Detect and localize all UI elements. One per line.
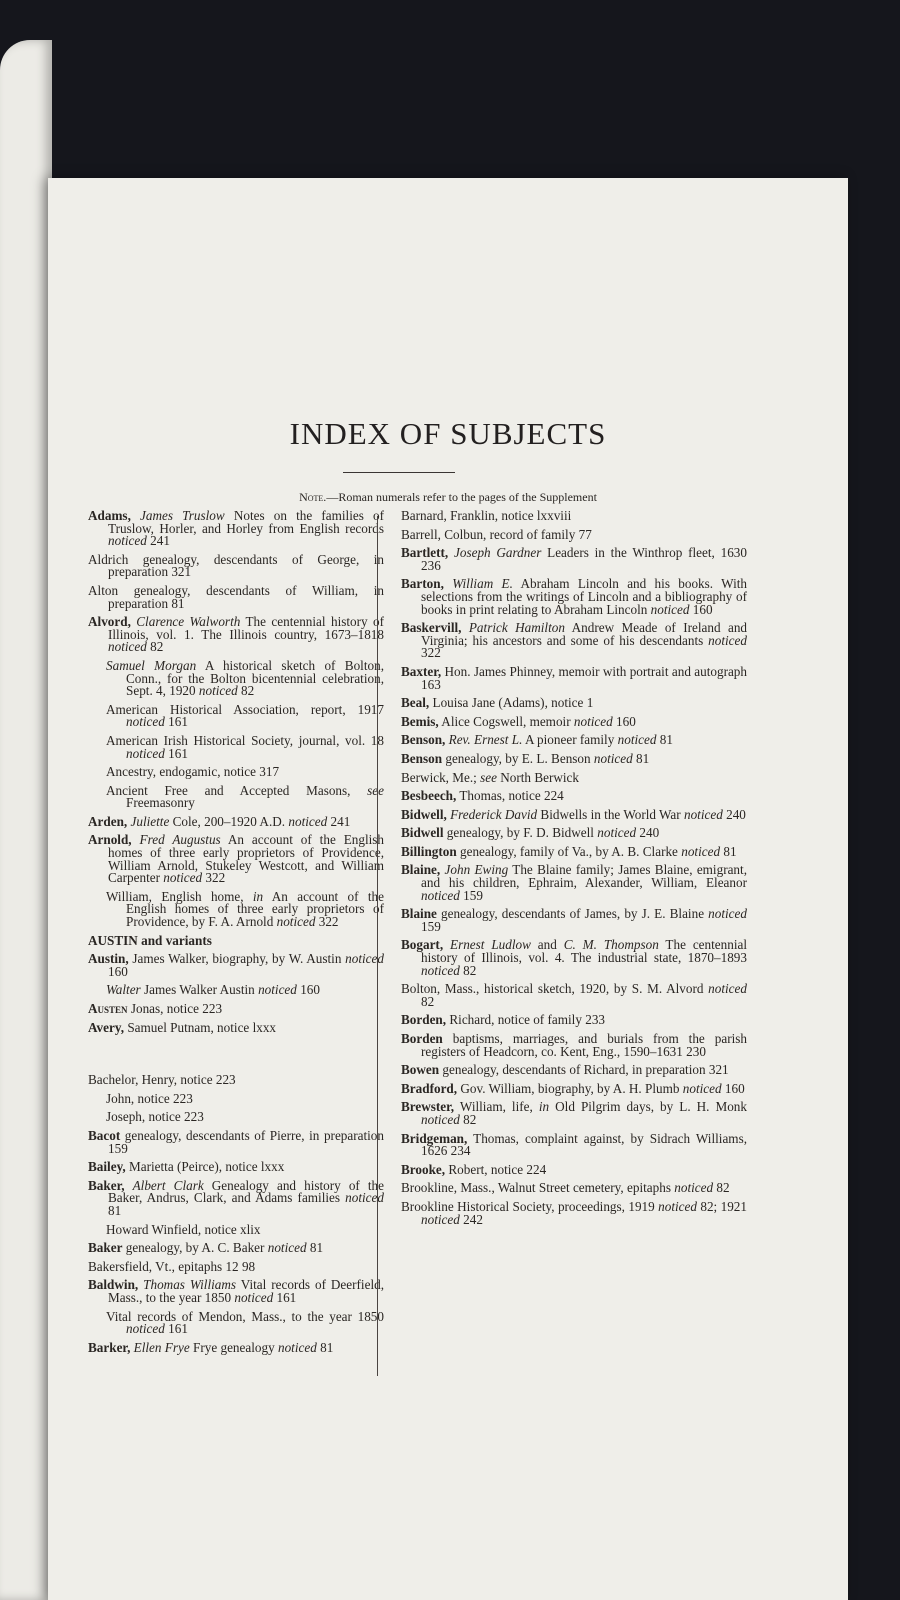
entry-italic: Joseph Gardner xyxy=(454,545,542,561)
index-entry: Barton, William E. Abraham Lincoln and his books. With selections from the writings of Lincoln and a bibliography of books in print relating to Abraham Lincoln noticed 160 xyxy=(401,576,747,617)
entry-italic: Frederick David xyxy=(450,806,538,822)
index-entry: Avery, Samuel Putnam, notice lxxx xyxy=(88,1019,277,1035)
entry-italic: noticed xyxy=(234,1289,274,1305)
index-column-right xyxy=(401,510,747,1232)
entry-italic: noticed xyxy=(198,683,238,699)
index-entry: Walter James Walker Austin noticed 160 xyxy=(106,982,320,998)
index-entry: Blaine, John Ewing The Blaine family; James Blaine, emigrant, and his children, Ephraim, Alexander, William, Eleanor noticed 159 xyxy=(401,862,747,903)
entry-heading: Blaine xyxy=(401,906,437,922)
note-label: Note. xyxy=(299,490,327,504)
index-entry: Baker genealogy, by A. C. Baker noticed 81 xyxy=(88,1240,324,1256)
entry-italic: Thomas Williams xyxy=(143,1277,237,1293)
index-entry: Bailey, Marietta (Peirce), notice lxxx xyxy=(88,1159,285,1175)
index-entry: Alton genealogy, descendants of William, in preparation 81 xyxy=(88,582,384,611)
entry-italic: Clarence Walworth xyxy=(136,614,241,630)
entry-heading: Baker xyxy=(88,1240,123,1256)
entry-italic: noticed xyxy=(674,1180,714,1196)
entry-italic: James Truslow xyxy=(140,508,225,523)
entry-italic: noticed xyxy=(597,825,637,841)
entry-italic: John Ewing xyxy=(444,862,509,878)
index-entry: Bridgeman, Thomas, complaint against, by Sidrach Williams, 1626 234 xyxy=(401,1130,747,1159)
entry-italic: see xyxy=(480,769,497,785)
entry-italic: noticed xyxy=(108,533,147,549)
entry-italic: C. M. Thompson xyxy=(563,937,659,953)
index-entry: Baxter, Hon. James Phinney, memoir with portrait and autograph 163 xyxy=(401,663,747,692)
entry-italic: Fred Augustus xyxy=(139,832,221,848)
entry-heading: Blaine, xyxy=(401,862,441,878)
entry-heading: Bidwell, xyxy=(401,806,447,822)
entry-italic: noticed xyxy=(617,732,657,748)
entry-italic: noticed xyxy=(421,962,460,978)
index-entry: Blaine genealogy, descendants of James, by J. E. Blaine noticed 159 xyxy=(401,906,747,934)
entry-heading: Avery, xyxy=(88,1019,125,1035)
entry-heading: Barton, xyxy=(401,576,444,592)
entry-italic: noticed xyxy=(573,713,613,729)
index-entry: Adams, James Truslow Notes on the families of Truslow, Horler, and Horley from English records noticed 241 xyxy=(88,508,385,549)
entry-heading: Billington xyxy=(401,843,457,859)
index-entry: Bakersfield, Vt., epitaphs 12 98 xyxy=(88,1258,256,1274)
index-entry: Howard Winfield, notice xlix xyxy=(106,1221,261,1237)
entry-heading: Benson, xyxy=(401,732,446,748)
index-entry: Ancestry, endogamic, notice 317 xyxy=(106,764,280,780)
entry-heading: Bacot xyxy=(88,1127,121,1143)
index-entry: John, notice 223 xyxy=(106,1090,193,1106)
entry-heading: Arden, xyxy=(88,813,128,829)
index-entry: Bidwell, Frederick David Bidwells in the World War noticed 240 xyxy=(401,806,746,822)
entry-italic: Juliette xyxy=(130,813,170,829)
entry-italic: noticed xyxy=(345,951,384,967)
entry-italic: noticed xyxy=(421,1111,460,1127)
entry-heading: AUSTIN and variants xyxy=(88,932,212,948)
entry-italic: see xyxy=(367,782,384,798)
index-column-left xyxy=(88,510,384,1360)
index-entry: Barker, Ellen Frye Frye genealogy noticed 81 xyxy=(88,1339,334,1355)
entry-heading: Alvord, xyxy=(88,614,131,630)
entry-italic: Rev. Ernest L. xyxy=(448,732,523,748)
index-entry: Bidwell genealogy, by F. D. Bidwell noticed 240 xyxy=(401,825,660,841)
index-entry: Bolton, Mass., historical sketch, 1920, by S. M. Alvord noticed 82 xyxy=(401,981,747,1009)
entry-heading: Besbeech, xyxy=(401,788,457,804)
entry-heading: Baskervill, xyxy=(401,620,462,636)
index-entry: Brookline, Mass., Walnut Street cemetery, epitaphs noticed 82 xyxy=(401,1180,730,1196)
index-entry: Berwick, Me.; see North Berwick xyxy=(401,769,579,785)
index-entry: Benson, Rev. Ernest L. A pioneer family noticed 81 xyxy=(401,732,673,748)
index-entry: Bacot genealogy, descendants of Pierre, in preparation 159 xyxy=(88,1127,384,1156)
entry-heading: Brooke, xyxy=(401,1161,446,1177)
entry-heading: Austin, xyxy=(88,951,129,967)
entry-italic: noticed xyxy=(593,750,633,766)
entry-italic: noticed xyxy=(267,1240,307,1256)
index-entry: Barnard, Franklin, notice lxxviii xyxy=(401,508,572,523)
entry-italic: noticed xyxy=(708,632,747,648)
entry-italic: noticed xyxy=(345,1190,384,1206)
note-text: —Roman numerals refer to the pages of the Supplement xyxy=(326,490,597,504)
index-entry: Besbeech, Thomas, notice 224 xyxy=(401,788,564,804)
index-entry: Bachelor, Henry, notice 223 xyxy=(88,1072,236,1088)
entry-heading: Bogart, xyxy=(401,937,444,953)
entry-italic: noticed xyxy=(421,887,460,903)
column-divider xyxy=(377,516,378,1376)
index-entry: William, English home, in An account of the English homes of three early proprietors of Providence, by F. A. Arnold noticed 322 xyxy=(106,888,384,930)
entry-italic: noticed xyxy=(682,1080,722,1096)
entry-heading: Adams, xyxy=(88,508,131,523)
entry-italic: noticed xyxy=(683,806,723,822)
entry-italic: in xyxy=(252,888,264,904)
index-entry: Arnold, Fred Augustus An account of the English homes of three early proprietors of Providence, William Arnold, Stukeley Westcott, and William Carpenter noticed 322 xyxy=(88,832,384,886)
index-entry: Austen Jonas, notice 223 xyxy=(88,1001,223,1016)
facing-page-edge xyxy=(0,40,52,1600)
entry-italic: noticed xyxy=(681,843,721,859)
index-entry: Baskervill, Patrick Hamilton Andrew Meade of Ireland and Virginia; his ancestors and some of his descendants noticed 322 xyxy=(401,620,748,661)
entry-italic: noticed xyxy=(163,870,203,886)
index-entry: Bogart, Ernest Ludlow and C. M. Thompson The centennial history of Illinois, vol. 4. The industrial state, 1870–1893 noticed 82 xyxy=(401,937,748,978)
index-entry: Beal, Louisa Jane (Adams), notice 1 xyxy=(401,695,594,711)
entry-italic: noticed xyxy=(708,906,747,922)
index-entry: Billington genealogy, family of Va., by A. B. Clarke noticed 81 xyxy=(401,843,737,859)
book-page xyxy=(48,178,848,1600)
entry-heading: Barker, xyxy=(88,1339,131,1355)
entry-italic: noticed xyxy=(421,1211,460,1227)
entry-italic: Patrick Hamilton xyxy=(468,620,565,636)
index-entry: Joseph, notice 223 xyxy=(106,1109,204,1125)
index-entry: Bartlett, Joseph Gardner Leaders in the Winthrop fleet, 1630 236 xyxy=(401,545,747,573)
index-entry: Brookline Historical Society, proceedings, 1919 noticed 82; 1921 noticed 242 xyxy=(401,1198,747,1227)
entry-heading: Baxter, xyxy=(401,663,442,679)
entry-italic: Ellen Frye xyxy=(133,1339,190,1355)
index-entry: Brewster, William, life, in Old Pilgrim days, by L. H. Monk noticed 82 xyxy=(401,1099,747,1127)
index-entry: Bradford, Gov. William, biography, by A. H. Plumb noticed 160 xyxy=(401,1080,745,1096)
entry-heading: Borden xyxy=(401,1031,443,1046)
index-entry: American Irish Historical Society, journal, vol. 18 noticed 161 xyxy=(106,732,384,761)
entry-italic: Samuel Morgan xyxy=(106,657,197,673)
entry-heading: Brewster, xyxy=(401,1099,455,1115)
index-entry: Borden, Richard, notice of family 233 xyxy=(401,1012,606,1028)
entry-italic: Walter xyxy=(106,982,141,998)
entry-italic: noticed xyxy=(126,745,165,761)
entry-italic: William E. xyxy=(452,576,513,592)
title-rule xyxy=(343,472,455,473)
index-entry xyxy=(88,932,384,948)
index-entry: Borden baptisms, marriages, and burials from the parish registers of Headcorn, co. Kent, Eng., 1590–1631 230 xyxy=(401,1031,747,1059)
entry-italic: noticed xyxy=(108,639,147,655)
index-entry: Vital records of Mendon, Mass., to the year 1850 noticed 161 xyxy=(106,1308,384,1337)
entry-heading: Bemis, xyxy=(401,713,439,729)
entry-heading: Bridgeman, xyxy=(401,1130,468,1146)
index-entry: Austin, James Walker, biography, by W. Austin noticed 160 xyxy=(88,951,384,979)
entry-italic: Albert Clark xyxy=(132,1177,204,1193)
index-entry: Ancient Free and Accepted Masons, see Freemasonry xyxy=(106,782,384,811)
entry-heading: Arnold, xyxy=(88,832,132,848)
entry-heading: Bidwell xyxy=(401,825,444,841)
entry-italic: noticed xyxy=(708,981,747,997)
note-line xyxy=(48,490,848,505)
entry-heading: Baker, xyxy=(88,1177,125,1193)
entry-italic: noticed xyxy=(126,714,165,730)
entry-italic: noticed xyxy=(126,1321,165,1337)
entry-heading: Austen xyxy=(88,1001,128,1016)
entry-italic: noticed xyxy=(276,914,316,930)
entry-heading: Benson xyxy=(401,750,443,766)
index-entry: Brooke, Robert, notice 224 xyxy=(401,1161,547,1177)
entry-italic: Ernest Ludlow xyxy=(450,937,531,953)
index-entry: Barrell, Colbun, record of family 77 xyxy=(401,526,592,542)
index-entry: Samuel Morgan A historical sketch of Bolton, Conn., for the Bolton bicentennial celebration, Sept. 4, 1920 noticed 82 xyxy=(106,657,384,699)
entry-heading: Borden, xyxy=(401,1012,447,1028)
index-entry: Arden, Juliette Cole, 200–1920 A.D. noticed 241 xyxy=(88,813,351,829)
index-entry: Aldrich genealogy, descendants of George, in preparation 321 xyxy=(88,551,384,580)
entry-italic: noticed xyxy=(658,1198,697,1214)
index-entry: Bowen genealogy, descendants of Richard, in preparation 321 xyxy=(401,1062,729,1078)
entry-heading: Bailey, xyxy=(88,1159,126,1175)
entry-italic: noticed xyxy=(288,813,328,829)
entry-heading: Baldwin, xyxy=(88,1277,139,1293)
index-entry: Benson genealogy, by E. L. Benson noticed 81 xyxy=(401,750,650,766)
entry-italic: in xyxy=(538,1099,550,1115)
page-title: INDEX OF SUBJECTS xyxy=(289,416,607,451)
index-entry: Baker, Albert Clark Genealogy and history of the Baker, Andrus, Clark, and Adams families noticed 81 xyxy=(88,1177,384,1218)
index-entry: Baldwin, Thomas Williams Vital records of Deerfield, Mass., to the year 1850 noticed 161 xyxy=(88,1277,384,1305)
index-entry: Bemis, Alice Cogswell, memoir noticed 160 xyxy=(401,713,636,729)
entry-italic: noticed xyxy=(258,982,297,998)
entry-italic: noticed xyxy=(650,601,690,617)
entry-italic: noticed xyxy=(277,1339,317,1355)
entry-heading: Bowen xyxy=(401,1062,440,1078)
index-entry: Alvord, Clarence Walworth The centennial history of Illinois, vol. 1. The Illinois country, 1673–1818 noticed 82 xyxy=(88,614,384,655)
index-entry: American Historical Association, report, 1917 noticed 161 xyxy=(106,701,384,730)
entry-heading: Beal, xyxy=(401,695,430,711)
entry-heading: Bradford, xyxy=(401,1080,458,1096)
entry-heading: Bartlett, xyxy=(401,545,449,561)
